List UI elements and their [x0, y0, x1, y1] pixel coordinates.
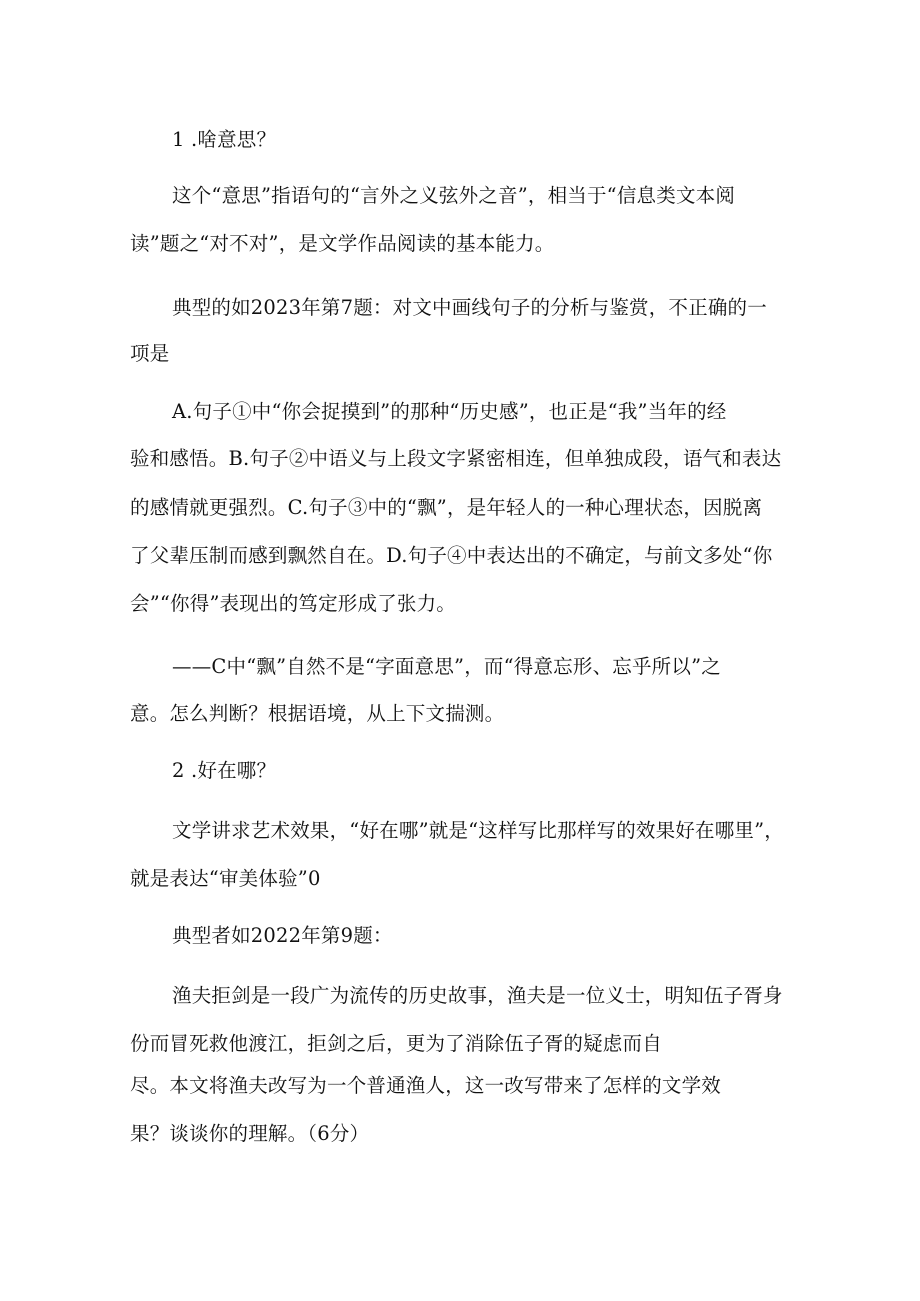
paragraph-line: A.句子①中“你会捉摸到”的那种“历史感”，也正是“我”当年的经 — [172, 400, 727, 423]
paragraph-line: 的感情就更强烈。C.句子③中的“飘”，是年轻人的一种心理状态，因脱离 — [130, 496, 763, 519]
heading-2: 2 .好在哪？ — [172, 759, 277, 782]
paragraph-line: 就是表达“审美体验”0 — [130, 867, 321, 890]
paragraph-line: 项是 — [130, 342, 170, 365]
paragraph-line: 文学讲求艺术效果，“好在哪”就是“这样写比那样写的效果好在哪里”， — [172, 819, 784, 842]
paragraph-line: 典型的如2023年第7题：对文中画线句子的分析与鉴赏，不正确的一 — [172, 296, 767, 319]
paragraph-line: 尽。本文将渔夫改写为一个普通渔人，这一改写带来了怎样的文学效 — [130, 1074, 722, 1097]
paragraph-line: 典型者如2022年第9题： — [172, 924, 393, 947]
paragraph-line: 意。怎么判断？根据语境，从上下文揣测。 — [130, 702, 505, 725]
paragraph-line: 验和感悟。B.句子②中语义与上段文字紧密相连，但单独成段，语气和表达 — [130, 447, 782, 470]
heading-1: 1 .啥意思？ — [172, 128, 277, 151]
paragraph-line: 读”题之“对不对”，是文学作品阅读的基本能力。 — [130, 232, 555, 255]
paragraph-line: ——C中“飘”自然不是“字面意思”，而“得意忘形、忘乎所以”之 — [172, 655, 721, 678]
paragraph-line: 果？谈谈你的理解。（6分） — [130, 1122, 370, 1145]
paragraph-line: 会”“你得”表现出的笃定形成了张力。 — [130, 592, 457, 615]
paragraph-line: 份而冒死救他渡江，拒剑之后，更为了消除伍子胥的疑虑而自 — [130, 1032, 662, 1055]
paragraph-line: 渔夫拒剑是一段广为流传的历史故事，渔夫是一位义士，明知伍子胥身 — [172, 984, 783, 1007]
paragraph-line: 这个“意思”指语句的“言外之义弦外之音”，相当于“信息类文本阅 — [172, 184, 736, 207]
paragraph-line: 了父辈压制而感到飘然自在。D.句子④中表达出的不确定，与前文多处“你 — [130, 544, 773, 567]
